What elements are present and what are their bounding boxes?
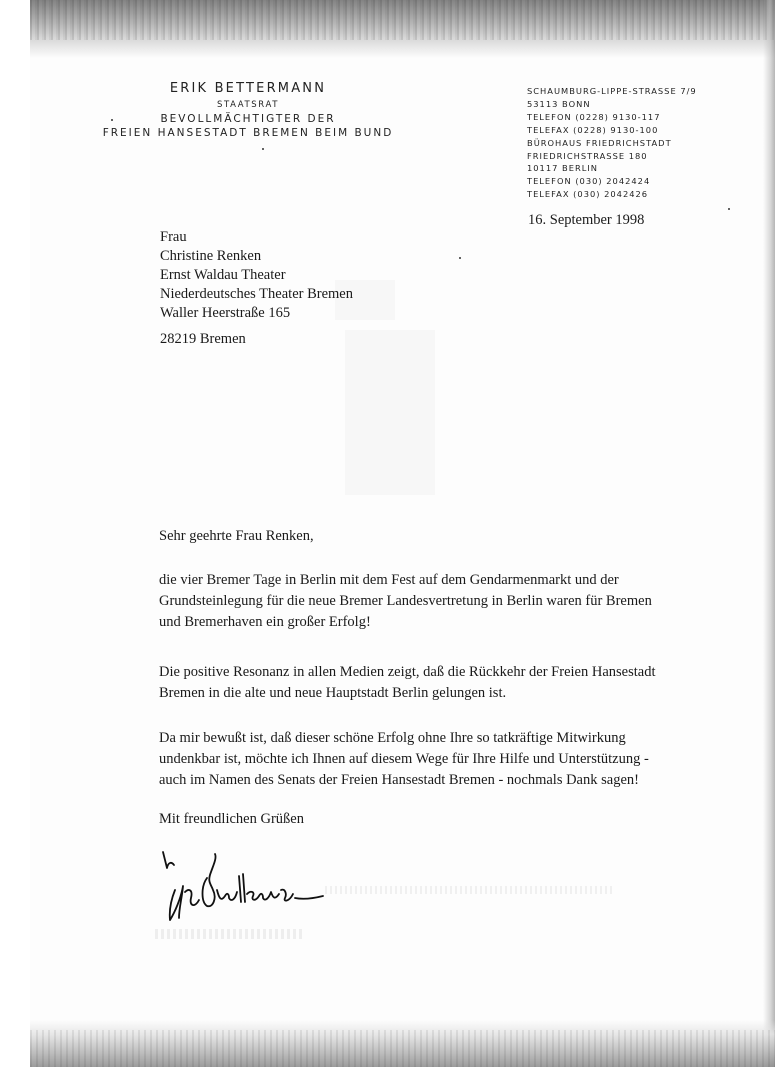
scan-noise-bottom (30, 1030, 775, 1067)
paragraph-line: Grundsteinlegung für die neue Bremer Landesvertretung in Berlin waren für Bremen (159, 593, 652, 609)
scan-speck (262, 148, 264, 150)
recipient-line: Waller Heerstraße 165 (160, 305, 291, 321)
paragraph-line: Bremen in die alte und neue Hauptstadt Berlin gelungen ist. (159, 685, 507, 701)
paragraph-1 (159, 570, 679, 633)
salutation-text: Sehr geehrte Frau Renken, (159, 528, 314, 544)
paragraph-2 (159, 662, 679, 704)
letterhead-sender (98, 81, 398, 140)
sender-title-line: BEVOLLMÄCHTIGTER DER (160, 113, 336, 125)
sender-title-line: FREIEN HANSESTADT BREMEN BEIM BUND (102, 127, 394, 139)
paragraph-line: die vier Bremer Tage in Berlin mit dem Fest auf dem Gendarmenmarkt und der (159, 572, 619, 588)
closing-text: Mit freundlichen Grüßen (159, 811, 304, 827)
recipient-line: Christine Renken (160, 248, 262, 264)
address-line: SCHAUMBURG-LIPPE-STRASSE 7/9 (527, 86, 697, 96)
address-line: TELEFON (0228) 9130-117 (527, 111, 661, 122)
paragraph-line: und Bremerhaven ein großer Erfolg! (159, 614, 371, 630)
recipient-line: Ernst Waldau Theater (160, 267, 286, 283)
recipient-line: Frau (160, 229, 187, 245)
recipient-address (160, 228, 353, 323)
recipient-postal-code: 28219 Bremen (160, 331, 246, 347)
address-line: 10117 BERLIN (527, 163, 599, 174)
scan-shadow-right (763, 0, 775, 1067)
handwritten-signature (155, 846, 330, 926)
salutation (159, 526, 679, 547)
recipient-line: Niederdeutsches Theater Bremen (160, 286, 353, 302)
address-line: 53113 BONN (527, 98, 591, 109)
letter-date: 16. September 1998 (528, 212, 645, 228)
paragraph-line: Da mir bewußt ist, daß dieser schöne Erfolg ohne Ihre so tatkräftige Mitwirkung (159, 730, 626, 746)
scan-noise-top (30, 0, 775, 40)
scan-ghost-block (345, 330, 435, 495)
scan-residue-stamp (155, 929, 305, 939)
paragraph-3 (159, 728, 679, 791)
page-left-margin (0, 0, 30, 1067)
scan-speck (728, 208, 730, 210)
closing (159, 809, 679, 830)
paragraph-line: auch im Namen des Senats der Freien Hansestadt Bremen - nochmals Dank sagen! (159, 772, 639, 788)
address-line: BÜROHAUS FRIEDRICHSTADT (527, 137, 672, 148)
paragraph-line: undenkbar ist, möchte ich Ihnen auf diesem Wege für Ihre Hilfe und Unterstützung - (159, 751, 649, 767)
sender-name: ERIK BETTERMANN (169, 81, 327, 96)
address-line: TELEFAX (0228) 9130-100 (527, 124, 659, 135)
scan-speck (111, 119, 113, 121)
address-line: FRIEDRICHSTRASSE 180 (527, 150, 648, 161)
sender-rank: STAATSRAT (216, 100, 280, 110)
address-line: TELEFAX (030) 2042426 (527, 189, 649, 200)
letterhead-address-block (527, 85, 747, 201)
address-line: TELEFON (030) 2042424 (527, 176, 651, 187)
paragraph-line: Die positive Resonanz in allen Medien zeigt, daß die Rückkehr der Freien Hansestadt (159, 664, 656, 680)
scan-speck (459, 257, 461, 259)
scan-residue-line (325, 886, 615, 894)
